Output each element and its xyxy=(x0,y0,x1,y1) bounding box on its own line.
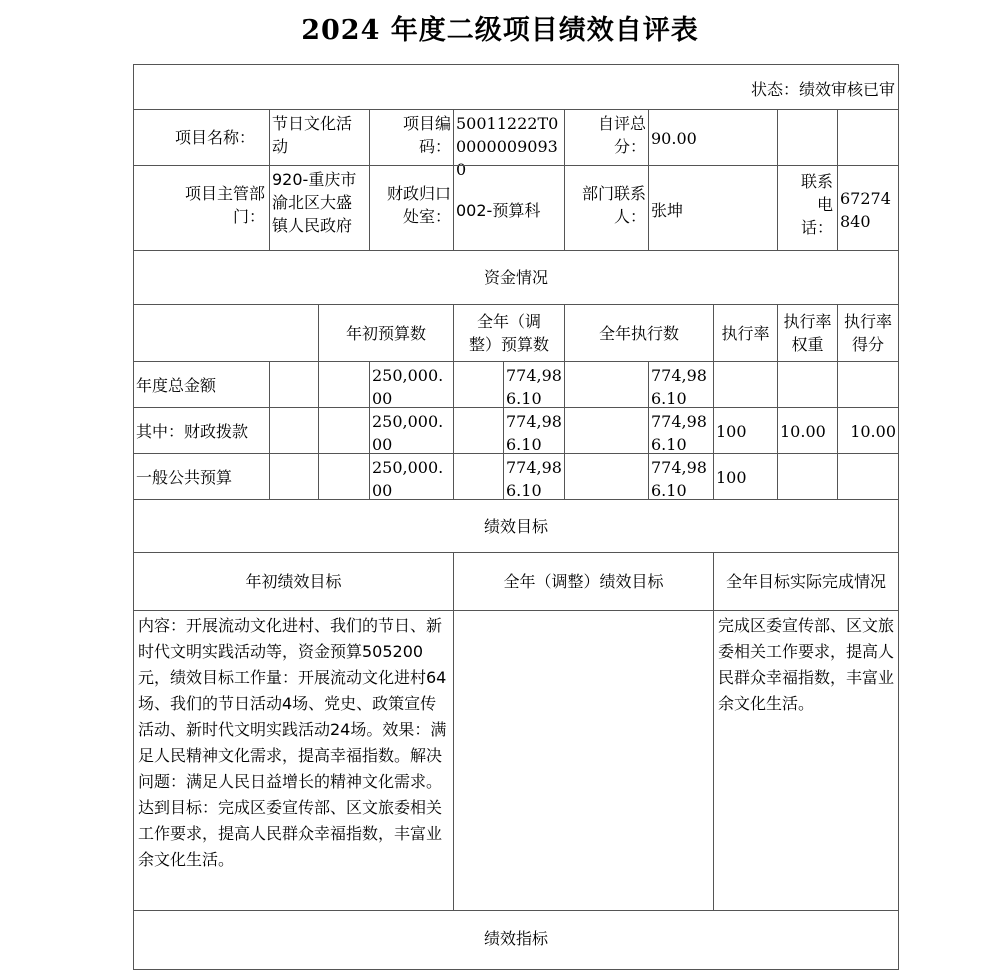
status-text: 状态：绩效审核已审 xyxy=(750,80,895,99)
funds-header-score: 执行率得分 xyxy=(837,304,899,362)
blank-cell xyxy=(837,109,899,166)
finance-office-label: 财政归口处室： xyxy=(369,165,454,251)
phone-value: 67274840 xyxy=(837,165,899,251)
self-score-value: 90.00 xyxy=(648,109,778,166)
contact-value: 张坤 xyxy=(648,165,778,251)
funds-header-rate: 执行率 xyxy=(713,304,778,362)
actual-completion-text: 完成区委宣传部、区文旅委相关工作要求，提高人民群众幸福指数，丰富业余文化生活。 xyxy=(713,610,899,911)
fund-row-score xyxy=(837,453,899,500)
initial-goal-text: 内容：开展流动文化进村、我们的节日、新时代文明实践活动等，资金预算505200元，绩效目标工作量：开展流动文化进村64场、我们的节日活动4场、党史、政策宣传活动、新时代文明实践活动24场。效果：满足人民精神文化需求，提高幸福指数。解决问题：满足人民日益增长的精神文化需求。达到目标：完成区委宣传部、区文旅委相关工作要求，提高人民群众幸福指数，丰富业余文化生活。 xyxy=(133,610,454,911)
goals-section-title: 绩效目标 xyxy=(133,499,899,553)
funds-header-blank xyxy=(133,304,319,362)
blank-cell xyxy=(453,361,504,408)
blank-cell xyxy=(564,361,649,408)
blank-cell xyxy=(318,453,370,500)
fund-row-rate xyxy=(713,361,778,408)
fund-row-score xyxy=(837,361,899,408)
fund-row-rate: 100 xyxy=(713,453,778,500)
fund-row-executed: 774,986.10 xyxy=(648,407,714,454)
funds-header-initial: 年初预算数 xyxy=(318,304,454,362)
fund-row-label: 其中：财政拨款 xyxy=(133,407,270,454)
blank-cell xyxy=(269,453,319,500)
funds-header-adjusted: 全年（调整）预算数 xyxy=(453,304,565,362)
fund-row-initial: 250,000.00 xyxy=(369,453,454,500)
fund-row-weight xyxy=(777,453,838,500)
fund-row-score: 10.00 xyxy=(837,407,899,454)
fund-row-rate: 100 xyxy=(713,407,778,454)
blank-cell xyxy=(269,361,319,408)
fund-row-initial: 250,000.00 xyxy=(369,407,454,454)
funds-section-title: 资金情况 xyxy=(133,250,899,305)
fund-row-initial: 250,000.00 xyxy=(369,361,454,408)
project-name-label: 项目名称： xyxy=(133,109,270,166)
blank-cell xyxy=(777,109,838,166)
blank-cell xyxy=(564,453,649,500)
blank-cell xyxy=(318,361,370,408)
blank-cell xyxy=(269,407,319,454)
finance-office-value: 002-预算科 xyxy=(453,165,565,251)
fund-row-adjusted: 774,986.10 xyxy=(503,407,565,454)
fund-row-weight xyxy=(777,361,838,408)
fund-row-label: 年度总金额 xyxy=(133,361,270,408)
blank-cell xyxy=(318,407,370,454)
fund-row-label: 一般公共预算 xyxy=(133,453,270,500)
blank-cell xyxy=(453,453,504,500)
adjusted-goal-text xyxy=(453,610,714,911)
project-name-value: 节日文化活动 xyxy=(269,109,370,166)
fund-row-adjusted: 774,986.10 xyxy=(503,361,565,408)
dept-label: 项目主管部门： xyxy=(133,165,270,251)
phone-label: 联系电话： xyxy=(777,165,838,251)
page-title: 2024 年度二级项目绩效自评表 xyxy=(301,15,699,46)
project-code-label: 项目编码： xyxy=(369,109,454,166)
dept-value: 920-重庆市渝北区大盛镇人民政府 xyxy=(269,165,370,251)
blank-cell xyxy=(453,407,504,454)
goals-header-initial: 年初绩效目标 xyxy=(133,552,454,611)
fund-row-weight: 10.00 xyxy=(777,407,838,454)
funds-header-executed: 全年执行数 xyxy=(564,304,714,362)
indicators-section-title: 绩效指标 xyxy=(133,910,899,970)
project-code-value: 50011222T000000090930 xyxy=(453,109,565,166)
blank-cell xyxy=(564,407,649,454)
fund-row-adjusted: 774,986.10 xyxy=(503,453,565,500)
fund-row-executed: 774,986.10 xyxy=(648,453,714,500)
funds-header-weight: 执行率权重 xyxy=(777,304,838,362)
fund-row-executed: 774,986.10 xyxy=(648,361,714,408)
goals-header-actual: 全年目标实际完成情况 xyxy=(713,552,899,611)
goals-header-adjusted: 全年（调整）绩效目标 xyxy=(453,552,714,611)
contact-label: 部门联系人： xyxy=(564,165,649,251)
self-score-label: 自评总分： xyxy=(564,109,649,166)
